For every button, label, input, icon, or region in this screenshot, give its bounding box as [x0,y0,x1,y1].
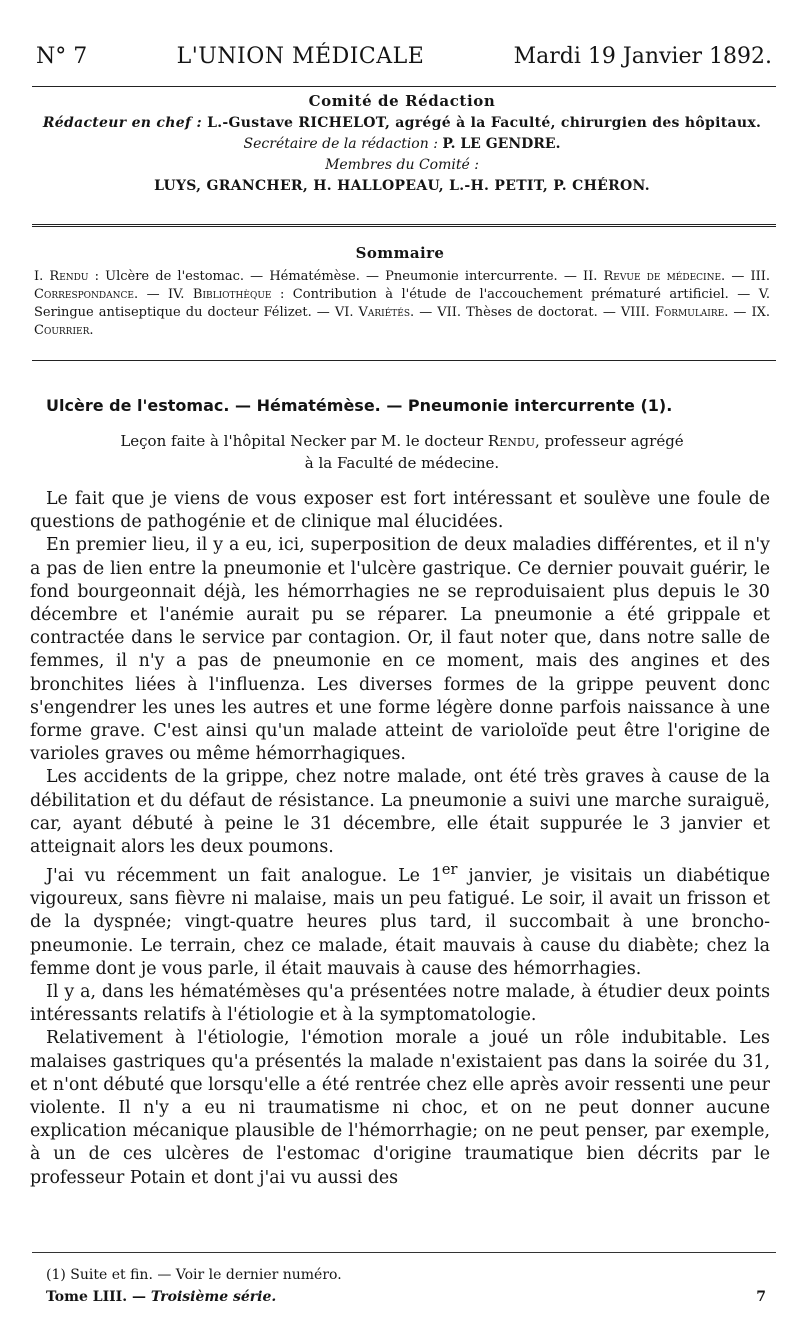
paragraph-4-b: janvier, je visitais un diabétique vigoureux, sans fièvre ni malaise, mais un peu fatigué. Le soir, il avait un frisson et de la dyspnée; vingt-quatre heures plus tard, il succombait à une broncho-pneumonie. Le terrain, chez ce malade, était mauvais à cause du diabète; chez la femme dont je vous parle, il était mauvais à cause des hémorrhagies. [30,866,770,979]
footer-tome [46,1286,276,1308]
sommaire-list [34,268,770,340]
header-rule [32,86,776,87]
page-header [36,44,772,84]
sommaire-iii-head: Correspondance. [34,287,139,302]
paragraph-4-sup: er [441,862,458,879]
sommaire-ii-head: Revue de médecine. [603,269,726,284]
sommaire-ix-head: Courrier. [34,323,94,338]
paragraph-6: Relativement à l'étiologie, l'émotion morale a joué un rôle indubitable. Les malaises gastriques qu'a présentés la malade n'existaient pas dans la soirée du 31, et n'ont débuté que lorsqu'elle a été rentrée chez elle après avoir ressenti une peur violente. Il n'y a eu ni traumatisme ni choc, et on ne peut donner aucune explication mécanique plausible de l'hémorrhagie; on ne peut penser, par exemple, à un de ces ulcères de l'estomac d'origine traumatique bien décrits par le professeur Potain et dont j'ai vu aussi des [30,1028,770,1188]
redacteur-value: L.-Gustave RICHELOT, agrégé à la Faculté, chirurgien des hôpitaux. [207,115,762,131]
comite-rule [32,224,776,227]
redacteur-label: Rédacteur en chef : [42,115,202,131]
issue-number: N° 7 [36,44,88,69]
lecon-author: Rendu [487,432,535,450]
redacteur-line [34,113,770,134]
paragraph-4-a: J'ai vu récemment un fait analogue. Le 1 [46,866,442,887]
lecon-text-b: , professeur agrégé [534,432,684,450]
membres-label: Membres du Comité : [325,157,479,173]
tome-label: Tome LIII. — [46,1289,146,1305]
article-title: Ulcère de l'estomac. — Hématémèse. — Pneumonie intercurrente (1). [46,396,673,415]
sommaire-ii-num: II. [582,269,598,284]
journal-title: L'UNION MÉDICALE [176,44,425,69]
sommaire-viii-head: Formulaire. [654,305,729,320]
page-number: 7 [756,1289,766,1305]
sommaire-i-num: I. [34,269,44,284]
secretaire-value: P. LE GENDRE. [442,136,561,152]
paragraph-5: Il y a, dans les hématémèses qu'a présentées notre malade, à étudier deux points intéressants relatifs à l'étiologie et à la symptomatologie. [30,982,770,1026]
comite-redaction [34,92,770,197]
sommaire-vi-head: Variétés. [358,305,415,320]
comite-heading: Comité de Rédaction [308,92,496,110]
article-body [30,488,770,1190]
lecon-byline [34,430,770,474]
sommaire-vii-text: — VII. Thèses de doctorat. — VIII. [419,305,650,320]
footnote-text: (1) Suite et fin. — Voir le dernier numéro. [46,1267,342,1283]
sommaire-rule [32,360,776,361]
sommaire-i-text: : Ulcère de l'estomac. — Hématémèse. — Pneumonie intercurrente. — [94,269,577,284]
secretaire-line [34,134,770,155]
sommaire-vi-num: VI. [334,305,354,320]
sommaire-iv-head: Bibliothèque [192,287,272,302]
issue-date: Mardi 19 Janvier 1892. [513,44,772,69]
sommaire-v-num: — V. [737,287,771,302]
sommaire-v-text: Seringue antiseptique du docteur Félizet. — [34,305,330,320]
paragraph-2: En premier lieu, il y a eu, ici, superposition de deux maladies différentes, et il n'y a pas de lien entre la pneumonie et l'ulcère gastrique. Ce dernier pouvait guérir, le fond bourgeonnait déjà, les hémorrhagies ne se reproduisaient plus depuis le 30 décembre et l'anémie aurait pu se réparer. La pneumonie a été grippale et contractée dans le service par contagion. Or, il faut noter que, dans notre salle de femmes, il n'y a pas de pneumonie en ce moment, mais des angines et des bronchites liées à l'influenza. Les diverses formes de la grippe peuvent donc s'engendrer les unes les autres et une forme légère donne parfois naissance à une forme grave. C'est ainsi qu'un malade atteint de varioloïde peut être l'origine de varioles graves ou même hémorrhagiques. [30,535,770,765]
serie-label: Troisième série. [150,1289,277,1305]
footnote [46,1264,766,1308]
sommaire-title: Sommaire [355,244,445,262]
paragraph-1: Le fait que je viens de vous exposer est fort intéressant et soulève une foule de questions de pathogénie et de clinique mal élucidées. [30,489,770,533]
sommaire-i-head: Rendu [49,269,89,284]
page-footer [46,1286,766,1308]
footnote-rule [32,1252,776,1253]
sommaire-iii-num: — III. [731,269,771,284]
paragraph-3: Les accidents de la grippe, chez notre malade, ont été très graves à cause de la débilitation et du défaut de résistance. La pneumonie a suivi une marche suraiguë, car, ayant débuté à peine le 31 décembre, elle était suppurée le 3 janvier et atteignait alors les deux poumons. [30,767,770,858]
sommaire-iv-text: : Contribution à l'étude de l'accouchement prématuré artificiel. [279,287,729,302]
sommaire-iv-num: — IV. [146,287,185,302]
lecon-text-a: Leçon faite à l'hôpital Necker par M. le docteur [120,432,484,450]
membres-value: LUYS, GRANCHER, H. HALLOPEAU, L.-H. PETIT, P. CHÉRON. [154,178,650,194]
sommaire-ix-num: — IX. [733,305,770,320]
lecon-text-c: à la Faculté de médecine. [304,454,500,472]
paragraph-4 [30,859,770,981]
secretaire-label: Secrétaire de la rédaction : [243,136,438,152]
